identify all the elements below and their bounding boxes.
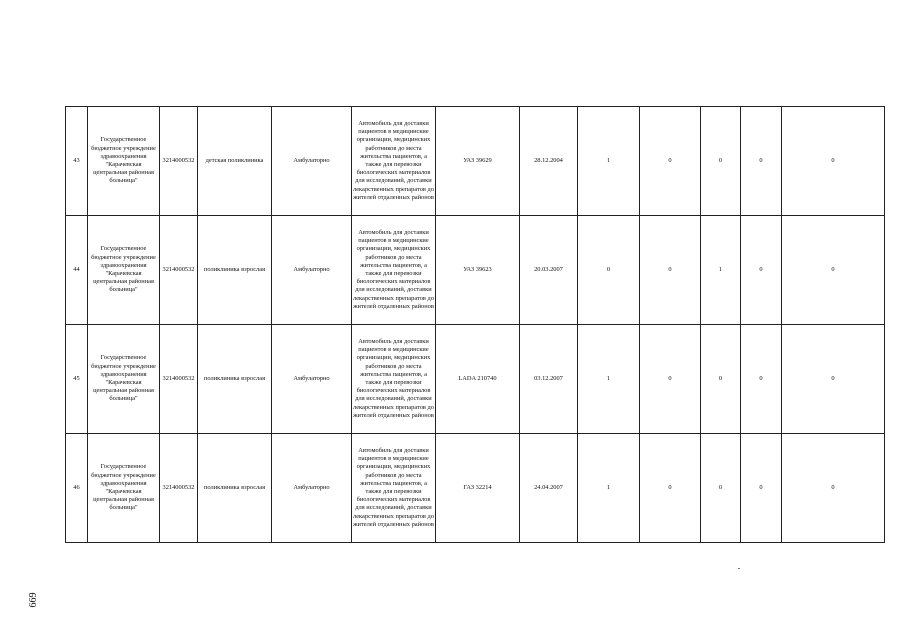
scan-speck bbox=[738, 568, 740, 569]
care-type: Амбулаторно bbox=[272, 216, 352, 325]
table-row bbox=[66, 325, 885, 434]
registration-date: 03.12.2007 bbox=[520, 325, 578, 434]
count-col-5: 0 bbox=[782, 325, 885, 434]
care-type: Амбулаторно bbox=[272, 325, 352, 434]
table-row bbox=[66, 107, 885, 216]
vehicle-purpose: Автомобиль для доставки пациентов в медицинские организации, медицинских работников до места жительства пациентов, а также для перевозки биологических материалов для исследований, доставки лекарственных препаратов до жителей отдаленных районов bbox=[352, 325, 436, 434]
inn-code: 3214000532 bbox=[160, 107, 198, 216]
count-col-1: 0 bbox=[578, 216, 640, 325]
care-type: Амбулаторно bbox=[272, 107, 352, 216]
count-col-3: 0 bbox=[701, 325, 741, 434]
vehicle-model: УАЗ 39623 bbox=[436, 216, 520, 325]
vehicle-purpose: Автомобиль для доставки пациентов в медицинские организации, медицинских работников до места жительства пациентов, а также для перевозки биологических материалов для исследований, доставки лекарственных препаратов до жителей отдаленных районов bbox=[352, 434, 436, 543]
count-col-2: 0 bbox=[640, 325, 701, 434]
care-type: Амбулаторно bbox=[272, 434, 352, 543]
inn-code: 3214000532 bbox=[160, 325, 198, 434]
organization-name: Государственное бюджетное учреждение здравоохранения "Карачевская центральная районная больница" bbox=[88, 216, 160, 325]
vehicle-model: ГАЗ 32214 bbox=[436, 434, 520, 543]
vehicle-model: LADA 210740 bbox=[436, 325, 520, 434]
count-col-4: 0 bbox=[741, 325, 782, 434]
department: поликлиника взрослая bbox=[198, 216, 272, 325]
count-col-3: 0 bbox=[701, 434, 741, 543]
vehicle-purpose: Автомобиль для доставки пациентов в медицинские организации, медицинских работников до места жительства пациентов, а также для перевозки биологических материалов для исследований, доставки лекарственных препаратов до жителей отдаленных районов bbox=[352, 216, 436, 325]
registration-date: 24.04.2007 bbox=[520, 434, 578, 543]
inn-code: 3214000532 bbox=[160, 434, 198, 543]
count-col-1: 1 bbox=[578, 434, 640, 543]
department: поликлиника взрослая bbox=[198, 434, 272, 543]
count-col-4: 0 bbox=[741, 107, 782, 216]
organization-name: Государственное бюджетное учреждение здравоохранения "Карачевская центральная районная больница" bbox=[88, 107, 160, 216]
row-number: 43 bbox=[66, 107, 88, 216]
count-col-2: 0 bbox=[640, 216, 701, 325]
page-number: 669 bbox=[27, 592, 39, 608]
vehicle-purpose: Автомобиль для доставки пациентов в медицинские организации, медицинских работников до места жительства пациентов, а также для перевозки биологических материалов для исследований, доставки лекарственных препаратов до жителей отдаленных районов bbox=[352, 107, 436, 216]
count-col-5: 0 bbox=[782, 107, 885, 216]
count-col-1: 1 bbox=[578, 107, 640, 216]
vehicle-model: УАЗ 39629 bbox=[436, 107, 520, 216]
count-col-3: 1 bbox=[701, 216, 741, 325]
count-col-2: 0 bbox=[640, 434, 701, 543]
registration-date: 20.03.2007 bbox=[520, 216, 578, 325]
count-col-4: 0 bbox=[741, 434, 782, 543]
count-col-4: 0 bbox=[741, 216, 782, 325]
count-col-3: 0 bbox=[701, 107, 741, 216]
count-col-1: 1 bbox=[578, 325, 640, 434]
organization-name: Государственное бюджетное учреждение здравоохранения "Карачевская центральная районная больница" bbox=[88, 325, 160, 434]
registration-date: 28.12.2004 bbox=[520, 107, 578, 216]
department: поликлиника взрослая bbox=[198, 325, 272, 434]
count-col-5: 0 bbox=[782, 434, 885, 543]
department: детская поликлиника bbox=[198, 107, 272, 216]
inn-code: 3214000532 bbox=[160, 216, 198, 325]
table-row bbox=[66, 434, 885, 543]
row-number: 45 bbox=[66, 325, 88, 434]
organization-name: Государственное бюджетное учреждение здравоохранения "Карачевская центральная районная больница" bbox=[88, 434, 160, 543]
row-number: 46 bbox=[66, 434, 88, 543]
count-col-2: 0 bbox=[640, 107, 701, 216]
table-row bbox=[66, 216, 885, 325]
count-col-5: 0 bbox=[782, 216, 885, 325]
row-number: 44 bbox=[66, 216, 88, 325]
vehicle-register-table bbox=[65, 106, 885, 543]
